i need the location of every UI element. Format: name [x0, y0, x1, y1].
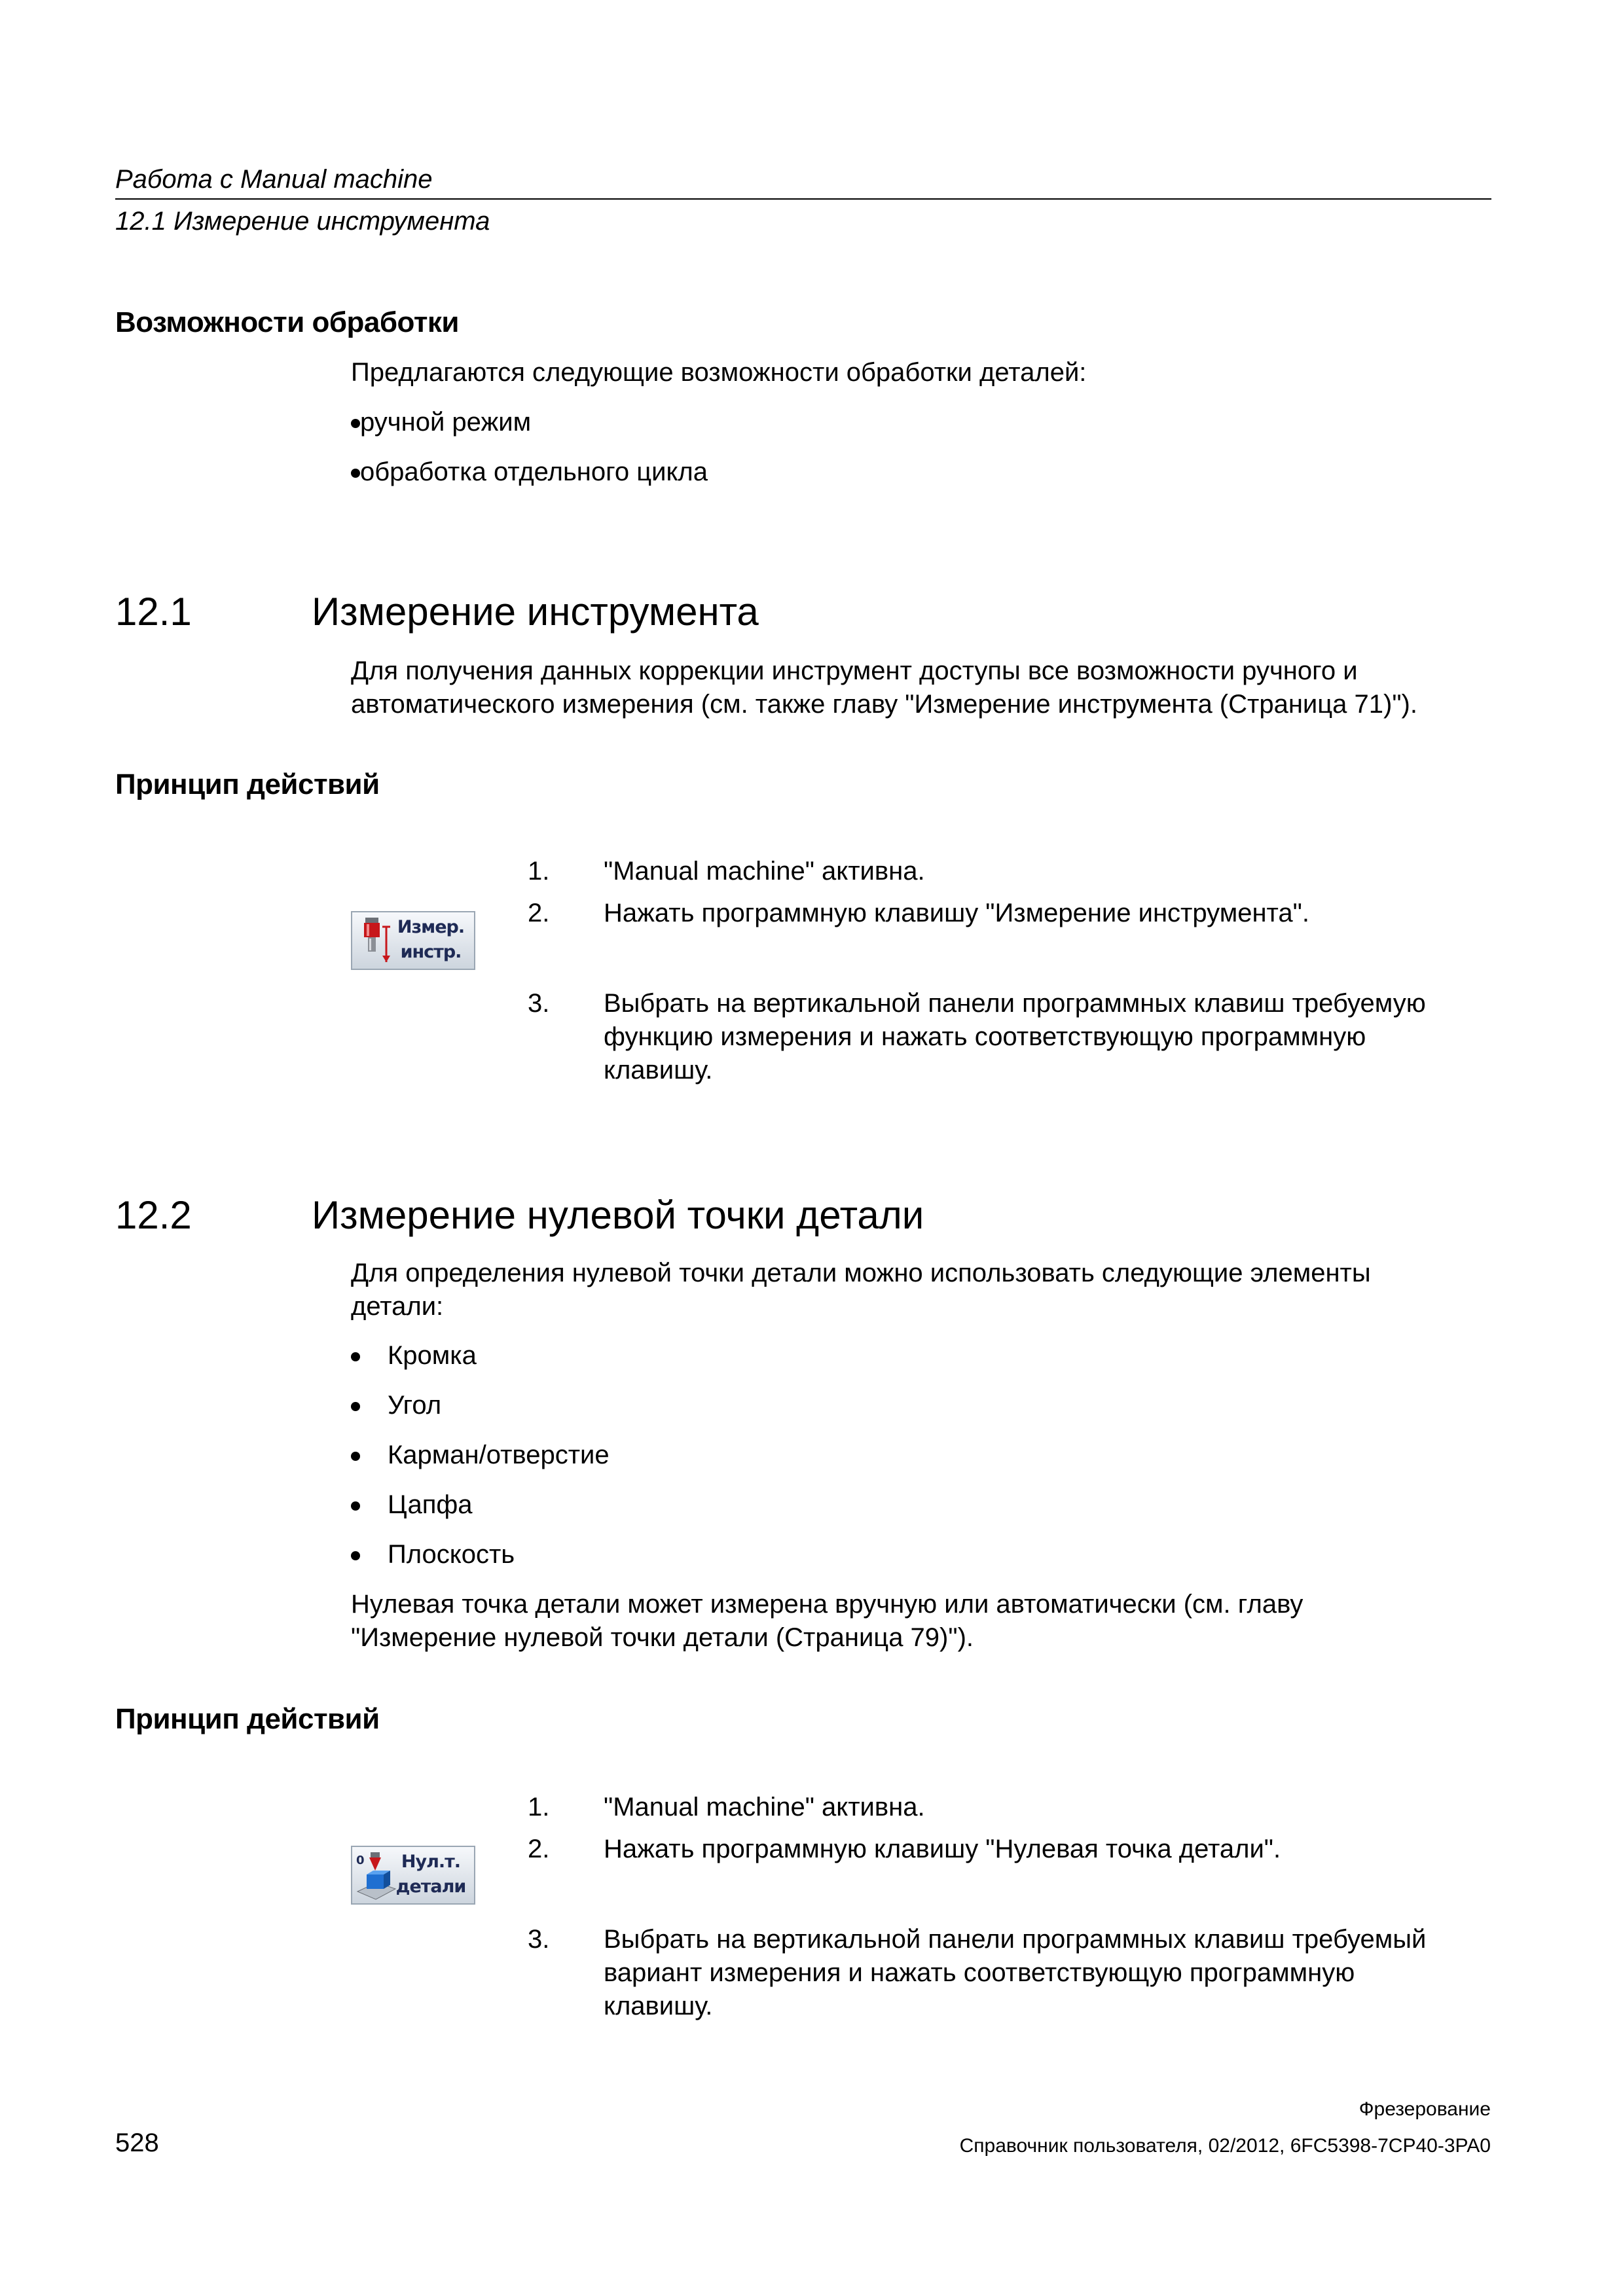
bullet-dot — [351, 419, 360, 428]
softkey-label — [392, 915, 470, 965]
step-number: 2. — [528, 1835, 550, 1863]
bullet-dot — [351, 1402, 360, 1411]
section-number: 12.2 — [115, 1193, 192, 1237]
list-item — [351, 1439, 610, 1472]
intro-bullet-text: ручной режим — [360, 408, 532, 437]
list-item-text: Кромка — [388, 1341, 477, 1370]
bullet-dot — [351, 469, 360, 478]
bullet-dot — [351, 1352, 360, 1361]
step-number: 3. — [528, 1925, 550, 1954]
softkey-label — [392, 1850, 470, 1899]
list-item-text: Плоскость — [388, 1540, 515, 1569]
softkey-label-line: детали — [395, 1876, 466, 1897]
workpiece-zero-softkey[interactable] — [351, 1846, 475, 1905]
step-text-line: клавишу. — [604, 1992, 713, 2020]
list-item — [351, 1389, 441, 1422]
step-text: "Manual machine" активна. — [604, 857, 925, 886]
tool-measure-softkey[interactable] — [351, 911, 475, 970]
intro-text: Предлагаются следующие возможности обработки деталей: — [351, 358, 1087, 387]
intro-bullet-text: обработка отдельного цикла — [360, 457, 708, 486]
step-text-line: функцию измерения и нажать соответствующую программную — [604, 1022, 1366, 1051]
step-text-line: клавишу. — [604, 1056, 713, 1085]
step-text-line: Выбрать на вертикальной панели программных клавиш требуемую — [604, 989, 1426, 1018]
step-number: 1. — [528, 857, 550, 886]
softkey-label-line: Нул.т. — [401, 1852, 461, 1872]
step-number: 3. — [528, 989, 550, 1018]
section-title: Измерение инструмента — [312, 590, 759, 634]
svg-text:0: 0 — [356, 1854, 365, 1867]
section-paragraph-line: Для определения нулевой точки детали можно использовать следующие элементы — [351, 1259, 1371, 1287]
principle-heading: Принцип действий — [115, 1703, 380, 1735]
section-paragraph-line: автоматического измерения (см. также главу "Измерение инструмента (Страница 71)"). — [351, 690, 1417, 719]
section-paragraph-line: "Измерение нулевой точки детали (Страница 79)"). — [351, 1623, 974, 1652]
bullet-dot — [351, 1501, 360, 1511]
step-text-line: Выбрать на вертикальной панели программных клавиш требуемый — [604, 1925, 1427, 1954]
step-text: Нажать программную клавишу "Измерение инструмента". — [604, 899, 1309, 927]
softkey-label-line: инстр. — [400, 942, 462, 962]
step-number: 1. — [528, 1793, 550, 1821]
section-paragraph-line: Для получения данных коррекции инструмент доступы все возможности ручного и — [351, 656, 1358, 685]
intro-heading: Возможности обработки — [115, 306, 459, 338]
intro-bullet — [351, 456, 708, 489]
list-item — [351, 1339, 477, 1372]
list-item-text: Карман/отверстие — [388, 1441, 610, 1469]
step-text: "Manual machine" активна. — [604, 1793, 925, 1821]
step-text-line: вариант измерения и нажать соответствующую программную — [604, 1958, 1355, 1987]
step-text: Нажать программную клавишу "Нулевая точка детали". — [604, 1835, 1281, 1863]
principle-heading: Принцип действий — [115, 768, 380, 800]
section-paragraph-line: Нулевая точка детали может измерена вручную или автоматически (см. главу — [351, 1590, 1304, 1619]
bullet-dot — [351, 1551, 360, 1560]
list-item-text: Угол — [388, 1391, 442, 1420]
header-divider — [115, 198, 1491, 200]
footer-product: Фрезерование — [1359, 2098, 1491, 2120]
section-number: 12.1 — [115, 590, 192, 634]
softkey-label-line: Измер. — [397, 917, 465, 937]
list-item — [351, 1488, 473, 1522]
intro-bullet — [351, 406, 531, 439]
list-item — [351, 1538, 515, 1571]
running-header-title: Работа с Manual machine — [115, 165, 433, 194]
section-paragraph-line: детали: — [351, 1292, 444, 1321]
page-number: 528 — [115, 2128, 159, 2157]
list-item-text: Цапфа — [388, 1490, 473, 1519]
footer-manual-info: Справочник пользователя, 02/2012, 6FC5398-7CP40-3PA0 — [959, 2135, 1491, 2157]
step-number: 2. — [528, 899, 550, 927]
tool-measure-icon — [355, 916, 394, 967]
running-header-subtitle: 12.1 Измерение инструмента — [115, 207, 490, 236]
bullet-dot — [351, 1452, 360, 1461]
section-title: Измерение нулевой точки детали — [312, 1193, 924, 1237]
